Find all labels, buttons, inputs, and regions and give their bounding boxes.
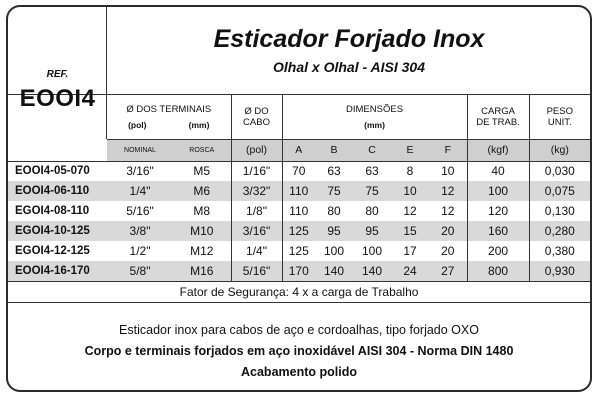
row-nominal: 5/16" xyxy=(126,204,154,218)
row-peso: 0,930 xyxy=(529,261,590,281)
row-dim-a: 125 xyxy=(282,221,315,241)
spec-card xyxy=(6,5,592,392)
row-dim-c: 100 xyxy=(361,244,383,258)
row-dim-f: 12 xyxy=(429,181,467,201)
row-cabo: 3/32" xyxy=(231,181,282,201)
description-line-2: Corpo e terminais forjados em aço inoxidável AISI 304 - Norma DIN 1480 xyxy=(84,344,514,358)
row-dim-f: 20 xyxy=(429,221,467,241)
carga-title-2: DE TRAB. xyxy=(476,116,520,128)
row-cabo: 1/4" xyxy=(231,241,282,261)
product-subtitle: Olhal x Olhal - AISI 304 xyxy=(273,59,425,75)
row-rosca: M8 xyxy=(193,204,211,218)
row-cabo: 1/8" xyxy=(231,201,282,221)
row-dim-f: 27 xyxy=(429,261,467,281)
cabo-title-2: CABO xyxy=(243,116,270,128)
ref-spacer xyxy=(8,95,107,139)
row-dim-a: 125 xyxy=(282,241,315,261)
row-rosca: M6 xyxy=(173,181,231,201)
row-ref: EGOI4-12-125 xyxy=(15,245,90,257)
row-ref: EGOI4-08-110 xyxy=(15,205,90,217)
row-dim-e: 24 xyxy=(391,261,429,281)
row-rosca: M16 xyxy=(173,261,231,281)
row-dim-a: 110 xyxy=(282,201,315,221)
cabo-unit: (pol) xyxy=(231,139,282,161)
peso-unit: (kg) xyxy=(529,139,590,161)
rosca-header: ROSCA xyxy=(173,139,231,161)
peso-title-1: PESO xyxy=(546,105,573,117)
row-peso: 0,280 xyxy=(529,221,590,241)
table-row xyxy=(8,201,590,221)
product-description xyxy=(8,319,590,379)
peso-header xyxy=(529,95,590,139)
row-dim-c: 140 xyxy=(353,261,391,281)
row-dim-e: 17 xyxy=(403,244,417,258)
terminais-unit-pol: (pol) xyxy=(128,119,147,130)
row-ref: EOOI4-05-070 xyxy=(15,165,90,178)
row-dim-c: 95 xyxy=(353,221,391,241)
row-carga: 40 xyxy=(467,161,529,181)
table-row xyxy=(8,161,590,181)
carga-header xyxy=(467,95,529,139)
safety-factor-text: Fator de Segurança: 4 x a carga de Trabalho xyxy=(8,281,590,302)
row-rosca: M10 xyxy=(173,221,231,241)
description-line-3: Acabamento polido xyxy=(241,365,357,379)
table-row xyxy=(8,181,590,201)
ref-spacer-2 xyxy=(8,139,107,161)
ref-label: REF. xyxy=(46,69,69,80)
row-dim-b: 140 xyxy=(315,261,353,281)
row-dim-c: 80 xyxy=(365,204,379,218)
row-ref: EOOI4-16-170 xyxy=(8,261,107,281)
nominal-header: NOMINAL xyxy=(107,139,173,161)
cabo-title-1: Ø DO xyxy=(244,105,269,117)
row-dim-e: 10 xyxy=(391,181,429,201)
description-line-1: Esticador inox para cabos de aço e cordoalhas, tipo forjado OXO xyxy=(119,323,479,337)
row-carga: 120 xyxy=(467,201,529,221)
dimensoes-title: DIMENSÕES xyxy=(346,103,404,115)
row-dim-e: 8 xyxy=(406,164,414,179)
row-cabo: 5/16" xyxy=(231,261,282,281)
dim-a-header: A xyxy=(282,139,315,161)
row-nominal: 1/2" xyxy=(129,244,151,258)
row-dim-b: 95 xyxy=(315,221,353,241)
terminais-title: Ø DOS TERMINAIS xyxy=(126,103,212,115)
table-row xyxy=(8,261,590,281)
row-nominal: 1/4" xyxy=(107,181,173,201)
header-row-units xyxy=(8,139,590,161)
row-rosca: M5 xyxy=(193,164,211,179)
dim-c-header: C xyxy=(353,139,391,161)
row-ref: EGOI4-10-125 xyxy=(8,221,107,241)
row-dim-b: 63 xyxy=(327,164,341,179)
dim-b-header: B xyxy=(315,139,353,161)
row-dim-e: 12 xyxy=(403,204,417,218)
carga-title-1: CARGA xyxy=(481,105,515,117)
dim-e-header: E xyxy=(391,139,429,161)
table-row xyxy=(8,221,590,241)
dimensoes-header xyxy=(282,95,467,139)
row-cabo: 3/16" xyxy=(231,221,282,241)
row-dim-b: 100 xyxy=(323,244,345,258)
cabo-header xyxy=(231,95,282,139)
row-nominal: 5/8" xyxy=(107,261,173,281)
row-carga: 100 xyxy=(467,181,529,201)
row-dim-c: 63 xyxy=(365,164,379,179)
row-dim-e: 15 xyxy=(391,221,429,241)
ref-code: EOOI4 xyxy=(19,85,96,112)
row-dim-f: 12 xyxy=(441,204,455,218)
terminais-header xyxy=(107,95,231,139)
row-carga: 800 xyxy=(467,261,529,281)
dim-f-header: F xyxy=(429,139,467,161)
carga-unit: (kgf) xyxy=(467,139,529,161)
dimensoes-unit: (mm) xyxy=(364,119,385,130)
row-peso: 0,075 xyxy=(529,181,590,201)
row-dim-a: 110 xyxy=(282,181,315,201)
row-peso: 0,030 xyxy=(529,161,590,181)
row-dim-f: 20 xyxy=(441,244,455,258)
product-title: Esticador Forjado Inox xyxy=(213,25,485,53)
row-dim-a: 170 xyxy=(282,261,315,281)
table-row xyxy=(8,241,590,261)
row-carga: 200 xyxy=(467,241,529,261)
header-row-titles xyxy=(8,95,590,139)
terminais-unit-mm: (mm) xyxy=(188,119,210,130)
row-nominal: 3/8" xyxy=(107,221,173,241)
row-dim-b: 75 xyxy=(315,181,353,201)
row-dim-f: 10 xyxy=(441,164,455,179)
row-dim-b: 80 xyxy=(327,204,341,218)
row-cabo: 1/16" xyxy=(231,161,282,181)
row-dim-a: 70 xyxy=(282,161,315,181)
row-peso: 0,130 xyxy=(529,201,590,221)
peso-title-2: UNIT. xyxy=(547,116,572,128)
row-nominal: 3/16" xyxy=(126,164,154,179)
row-carga: 160 xyxy=(467,221,529,241)
row-dim-c: 75 xyxy=(353,181,391,201)
spec-table xyxy=(8,95,590,303)
terminais-units xyxy=(107,120,231,130)
safety-factor-row xyxy=(8,281,590,302)
row-peso: 0,380 xyxy=(529,241,590,261)
row-rosca: M12 xyxy=(190,244,214,258)
row-ref: EOOI4-06-110 xyxy=(8,181,107,201)
